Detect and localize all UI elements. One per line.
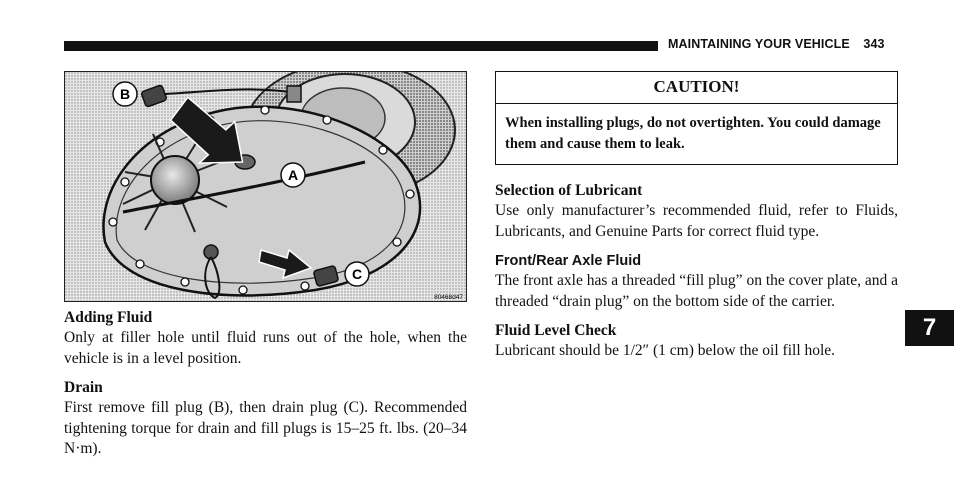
level-check-body: Lubricant should be 1/2″ (1 cm) below the oil fill hole. (495, 342, 836, 359)
caution-title: CAUTION! (496, 72, 897, 104)
right-column (495, 181, 898, 362)
drain-title: Drain (64, 379, 103, 396)
svg-text:A: A (287, 167, 299, 183)
callout-c (345, 262, 369, 286)
svg-text:C: C (351, 266, 363, 282)
header-rule (64, 41, 658, 51)
page-number: 343 (863, 37, 885, 51)
selection-title: Selection of Lubricant (495, 182, 643, 199)
level-check-title: Fluid Level Check (495, 322, 617, 339)
selection-body: Use only manufacturer’s recommended fluid, refer to Fluids, Lubricants, and Genuine Parts for correct fluid type. (495, 202, 898, 240)
callout-b (113, 82, 137, 106)
caution-body: When installing plugs, do not overtighten. You could damage them and cause them to leak. (505, 115, 881, 152)
adding-fluid-body: Only at filler hole until fluid runs out of the hole, when the vehicle is in a level position. (64, 329, 467, 367)
axle-fluid-title: Front/Rear Axle Fluid (495, 253, 642, 269)
running-header (668, 37, 885, 51)
callout-a (281, 163, 305, 187)
drain-body: First remove fill plug (B), then drain plug (C). Recommended tightening torque for drain and fill plugs is 15–25 ft. lbs. (20–34 N·m). (64, 399, 467, 457)
svg-text:B: B (119, 86, 131, 102)
section-title: MAINTAINING YOUR VEHICLE (668, 37, 850, 51)
axle-fluid-body: The front axle has a threaded “fill plug” on the cover plate, and a threaded “drain plug” on the bottom side of the carrier. (495, 272, 898, 310)
cover-hub (151, 156, 199, 204)
caution-box (495, 71, 898, 165)
left-column (64, 308, 467, 460)
chapter-tab: 7 (905, 310, 954, 346)
image-code: 80468d47 (434, 294, 463, 301)
axle-illustration (64, 71, 467, 302)
adding-fluid-title: Adding Fluid (64, 309, 153, 326)
